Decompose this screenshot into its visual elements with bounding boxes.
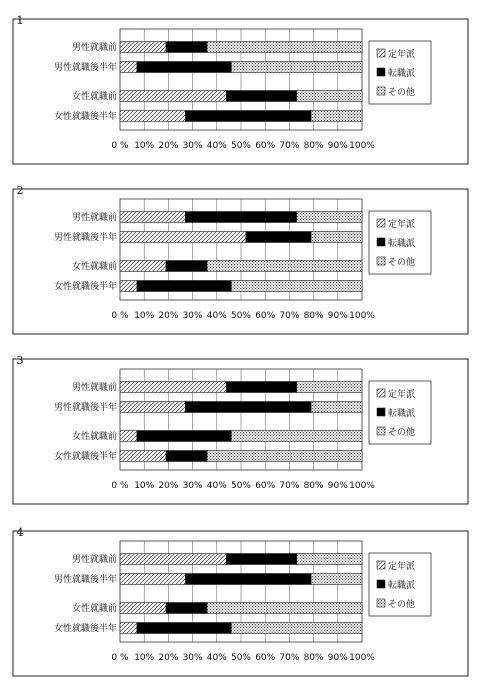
x-tick-label: 100% <box>349 141 375 151</box>
bar-転職派 <box>226 91 296 102</box>
legend-swatch <box>377 68 385 76</box>
legend-label: 定年派 <box>388 220 416 230</box>
bar-定年派 <box>120 91 226 102</box>
panel-number: 3 <box>16 354 24 367</box>
x-tick-label: 70% <box>279 311 300 321</box>
legend-label: その他 <box>388 258 416 268</box>
bar-その他 <box>297 212 362 223</box>
x-tick-label: 30% <box>182 653 203 663</box>
x-tick-label: 100% <box>349 311 375 321</box>
legend-swatch <box>377 238 385 246</box>
legend-label: 定年派 <box>388 50 416 60</box>
bar-転職派 <box>137 431 231 442</box>
legend-label: 転職派 <box>388 409 416 419</box>
x-tick-label: 60% <box>255 311 276 321</box>
bar-定年派 <box>120 281 137 292</box>
panel-number: 4 <box>16 526 24 539</box>
x-tick-label: 90% <box>327 141 348 151</box>
bar-転職派 <box>137 281 231 292</box>
x-tick-label: 40% <box>206 653 227 663</box>
x-tick-label: 30% <box>182 311 203 321</box>
legend-label: その他 <box>388 600 416 610</box>
x-tick-label: 50% <box>230 311 252 321</box>
panel-number: 2 <box>16 184 24 197</box>
bar-その他 <box>311 574 362 585</box>
chart-panel-2 <box>13 184 468 334</box>
chart-panel-1 <box>13 14 468 164</box>
x-tick-label: 40% <box>206 311 227 321</box>
x-tick-label: 10% <box>134 653 155 663</box>
x-tick-label: 30% <box>182 481 203 491</box>
x-tick-label: 90% <box>327 653 348 663</box>
category-label: 女性就職後半年 <box>53 624 117 634</box>
bar-定年派 <box>120 451 166 462</box>
x-tick-label: 30% <box>182 141 203 151</box>
bar-その他 <box>231 62 362 73</box>
bar-その他 <box>297 382 362 393</box>
x-tick-label: 50% <box>230 481 252 491</box>
bar-転職派 <box>246 232 311 243</box>
legend-swatch <box>377 427 385 435</box>
legend-label: 転職派 <box>388 239 416 249</box>
bar-その他 <box>207 451 362 462</box>
category-label: 女性就職後半年 <box>53 282 117 292</box>
x-tick-label: 0 % <box>111 141 129 151</box>
bar-定年派 <box>120 111 185 122</box>
bar-転職派 <box>185 111 311 122</box>
bar-定年派 <box>120 261 166 272</box>
bar-その他 <box>311 111 362 122</box>
legend-label: その他 <box>388 428 416 438</box>
legend-swatch <box>377 580 385 588</box>
category-label: 男性就職後半年 <box>53 575 117 585</box>
bar-転職派 <box>137 623 231 634</box>
bar-定年派 <box>120 402 185 413</box>
bar-転職派 <box>137 62 231 73</box>
bar-その他 <box>297 91 362 102</box>
category-label: 男性就職前 <box>71 555 117 565</box>
bar-転職派 <box>226 382 296 393</box>
bar-転職派 <box>185 574 311 585</box>
x-tick-label: 100% <box>349 481 375 491</box>
legend-label: 転職派 <box>388 69 416 79</box>
legend-swatch <box>377 87 385 95</box>
legend-swatch <box>377 599 385 607</box>
legend-label: 定年派 <box>388 390 416 400</box>
bar-その他 <box>207 42 362 53</box>
legend-swatch <box>377 49 385 57</box>
x-tick-label: 10% <box>134 481 155 491</box>
bar-定年派 <box>120 554 226 565</box>
category-label: 男性就職前 <box>71 213 117 223</box>
x-tick-label: 80% <box>303 141 324 151</box>
bar-定年派 <box>120 232 246 243</box>
bar-転職派 <box>166 42 207 53</box>
x-tick-label: 100% <box>349 653 375 663</box>
bar-定年派 <box>120 623 137 634</box>
legend-swatch <box>377 561 385 569</box>
category-label: 男性就職前 <box>71 43 117 53</box>
legend-swatch <box>377 408 385 416</box>
bar-その他 <box>311 402 362 413</box>
bar-定年派 <box>120 62 137 73</box>
x-tick-label: 20% <box>158 311 179 321</box>
bar-定年派 <box>120 42 166 53</box>
x-tick-label: 0 % <box>111 481 129 491</box>
legend-swatch <box>377 257 385 265</box>
x-tick-label: 50% <box>230 653 252 663</box>
x-tick-label: 60% <box>255 141 276 151</box>
panel-number: 1 <box>16 14 24 27</box>
legend-label: 定年派 <box>388 562 416 572</box>
category-label: 女性就職後半年 <box>53 452 117 462</box>
bar-その他 <box>231 281 362 292</box>
chart-panel-3 <box>13 354 468 504</box>
x-tick-label: 80% <box>303 481 324 491</box>
bar-定年派 <box>120 574 185 585</box>
x-tick-label: 0 % <box>111 311 129 321</box>
bar-その他 <box>231 623 362 634</box>
bar-転職派 <box>226 554 296 565</box>
bar-転職派 <box>166 603 207 614</box>
x-tick-label: 80% <box>303 311 324 321</box>
bar-定年派 <box>120 382 226 393</box>
x-tick-label: 60% <box>255 481 276 491</box>
category-label: 男性就職後半年 <box>53 403 117 413</box>
x-tick-label: 20% <box>158 141 179 151</box>
bar-その他 <box>231 431 362 442</box>
x-tick-label: 70% <box>279 481 300 491</box>
bar-転職派 <box>166 261 207 272</box>
bar-転職派 <box>185 402 311 413</box>
x-tick-label: 70% <box>279 653 300 663</box>
bar-定年派 <box>120 603 166 614</box>
bar-その他 <box>207 603 362 614</box>
legend-swatch <box>377 389 385 397</box>
x-tick-label: 20% <box>158 653 179 663</box>
category-label: 女性就職前 <box>71 262 117 272</box>
x-tick-label: 10% <box>134 311 155 321</box>
x-tick-label: 90% <box>327 311 348 321</box>
bar-転職派 <box>166 451 207 462</box>
x-tick-label: 60% <box>255 653 276 663</box>
x-tick-label: 90% <box>327 481 348 491</box>
legend-swatch <box>377 219 385 227</box>
chart-panel-4 <box>13 526 468 676</box>
x-tick-label: 40% <box>206 141 227 151</box>
bar-その他 <box>297 554 362 565</box>
x-tick-label: 50% <box>230 141 252 151</box>
category-label: 男性就職後半年 <box>53 63 117 73</box>
category-label: 女性就職前 <box>71 432 117 442</box>
bar-その他 <box>311 232 362 243</box>
category-label: 男性就職前 <box>71 383 117 393</box>
category-label: 男性就職後半年 <box>53 233 117 243</box>
x-tick-label: 40% <box>206 481 227 491</box>
legend-label: その他 <box>388 88 416 98</box>
x-tick-label: 0 % <box>111 653 129 663</box>
x-tick-label: 20% <box>158 481 179 491</box>
x-tick-label: 70% <box>279 141 300 151</box>
category-label: 女性就職前 <box>71 604 117 614</box>
bar-転職派 <box>185 212 296 223</box>
bar-その他 <box>207 261 362 272</box>
legend-label: 転職派 <box>388 581 416 591</box>
category-label: 女性就職前 <box>71 92 117 102</box>
bar-定年派 <box>120 212 185 223</box>
category-label: 女性就職後半年 <box>53 112 117 122</box>
bar-定年派 <box>120 431 137 442</box>
x-tick-label: 80% <box>303 653 324 663</box>
x-tick-label: 10% <box>134 141 155 151</box>
